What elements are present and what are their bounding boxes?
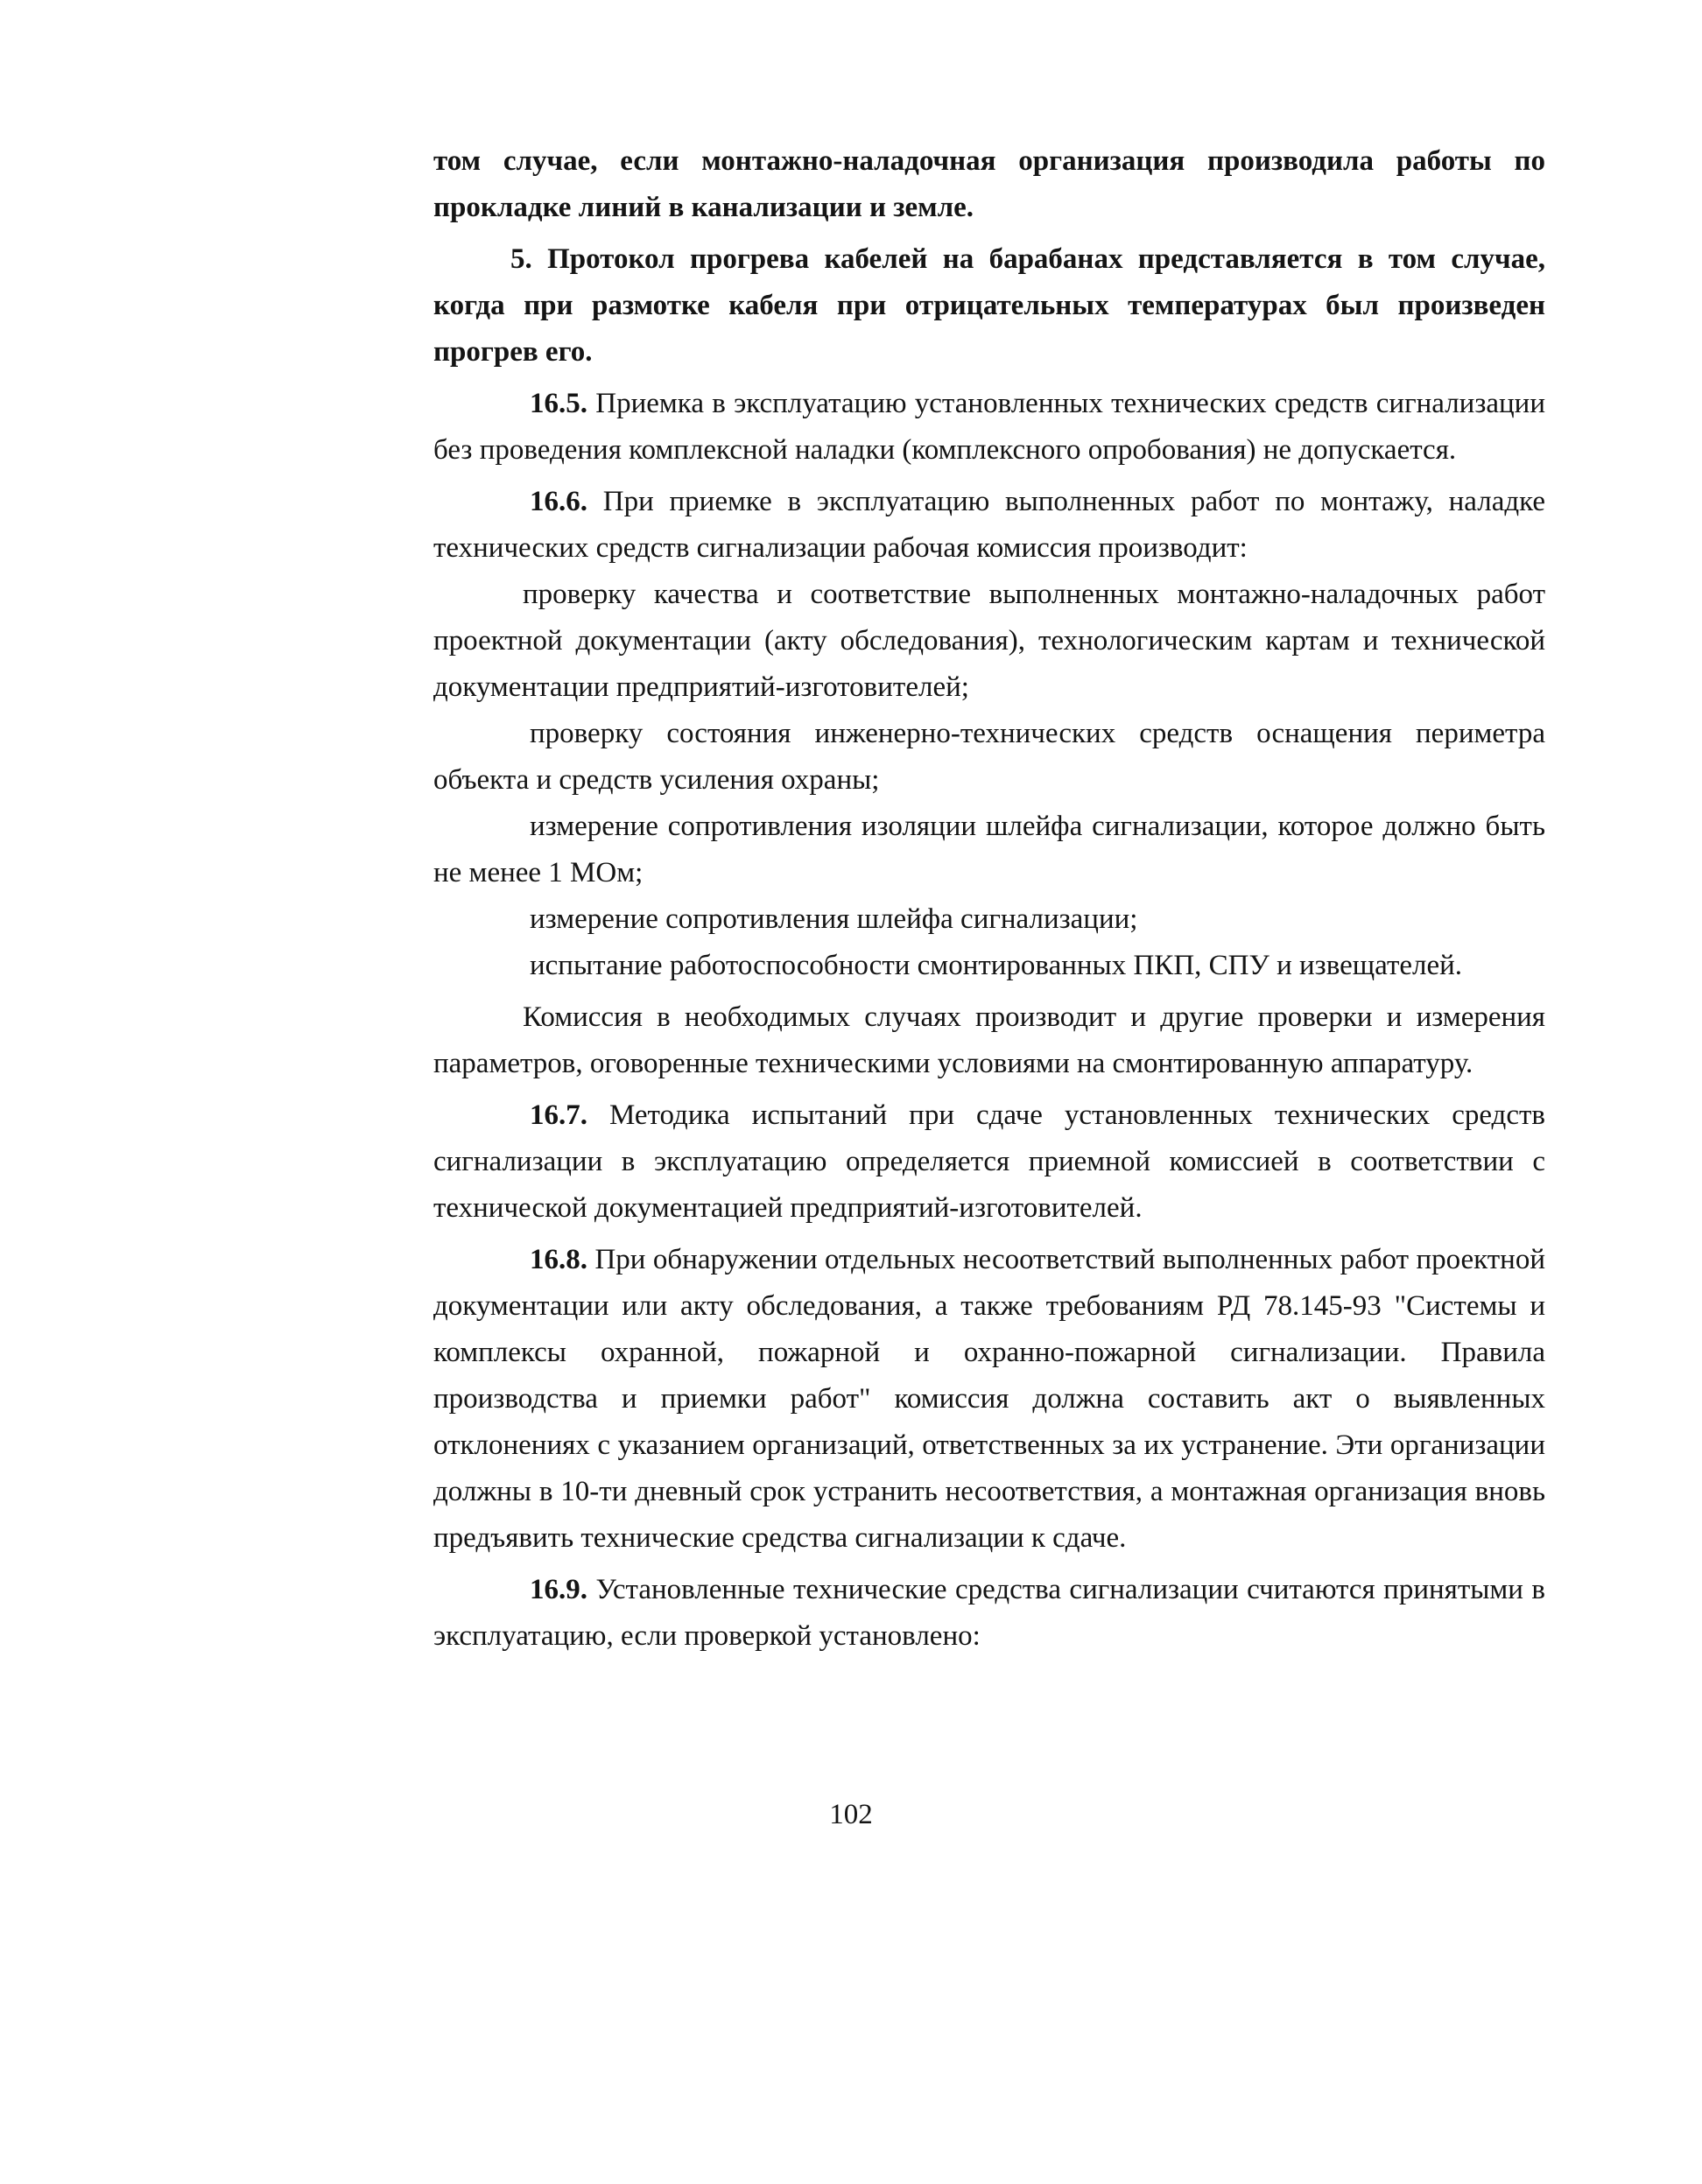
paragraph-16-6-item-a: [433, 572, 1545, 711]
paragraph-text: проверку качества и соответствие выполненных монтажно-наладочных работ проектной документации (акту обследования), технологическим картам и технической документации предприятий-изготовителей;: [433, 579, 1545, 703]
paragraph-16-9: [433, 1567, 1545, 1660]
paragraph-16-6-item-b: [433, 711, 1545, 804]
paragraph-16-6-item-d: [433, 896, 1545, 943]
paragraph-text: том случае, если монтажно-наладочная организация производила работы по прокладке линий в канализации и земле.: [433, 145, 1545, 223]
section-number: 16.8.: [530, 1244, 587, 1275]
paragraph-text: Установленные технические средства сигнализации считаются принятыми в эксплуатацию, если проверкой установлено:: [433, 1574, 1545, 1652]
paragraph-text: проверку состояния инженерно-технических средств оснащения периметра объекта и средств усиления охраны;: [433, 718, 1545, 796]
paragraph-text: При приемке в эксплуатацию выполненных работ по монтажу, наладке технических средств сигнализации рабочая комиссия производит:: [433, 486, 1545, 564]
section-number: 16.9.: [530, 1574, 587, 1605]
section-number: 16.5.: [530, 388, 587, 419]
paragraph-16-8: [433, 1237, 1545, 1562]
paragraph-text: 5. Протокол прогрева кабелей на барабанах представляется в том случае, когда при размотке кабеля при отрицательных температурах был произведен прогрев его.: [433, 243, 1545, 368]
paragraph-continuation: [433, 138, 1545, 231]
paragraph-text: Приемка в эксплуатацию установленных технических средств сигнализации без проведения комплексной наладки (комплексного опробования) не допускается.: [433, 388, 1545, 466]
paragraph-text: измерение сопротивления шлейфа сигнализации;: [530, 903, 1138, 935]
paragraph-text: Методика испытаний при сдаче установленных технических средств сигнализации в эксплуатацию определяется приемной комиссией в соответствии с технической документацией предприятий-изготовителей.: [433, 1099, 1545, 1224]
paragraph-16-6: [433, 479, 1545, 572]
paragraph-16-6-item-c: [433, 804, 1545, 896]
paragraph-16-7: [433, 1092, 1545, 1232]
paragraph-16-6-item-e: [433, 943, 1545, 989]
paragraph-item-5: [433, 236, 1545, 376]
section-number: 16.6.: [530, 486, 587, 517]
paragraph-16-5: [433, 381, 1545, 474]
paragraph-text: Комиссия в необходимых случаях производит и другие проверки и измерения параметров, оговоренные техническими условиями на смонтированную аппаратуру.: [433, 1001, 1545, 1079]
paragraph-text: измерение сопротивления изоляции шлейфа сигнализации, которое должно быть не менее 1 МОм;: [433, 811, 1545, 888]
paragraph-text: испытание работоспособности смонтированных ПКП, СПУ и извещателей.: [530, 950, 1463, 981]
body-text: [433, 138, 1545, 1660]
paragraph-text: При обнаружении отдельных несоответствий выполненных работ проектной документации или акту обследования, а также требованиям РД 78.145-93 "Системы и комплексы охранной, пожарной и охранно-пожарной сигнализации. Правила производства и приемки работ" комиссия должна составить акт о выявленных отклонениях с указанием организаций, ответственных за их устранение. Эти организации должны в 10-ти дневный срок устранить несоответствия, а монтажная организация вновь предъявить технические средства сигнализации к сдаче.: [433, 1244, 1545, 1554]
page-number: 102: [829, 1799, 873, 1830]
section-number: 16.7.: [530, 1099, 587, 1131]
paragraph-16-6-commission: [433, 994, 1545, 1087]
